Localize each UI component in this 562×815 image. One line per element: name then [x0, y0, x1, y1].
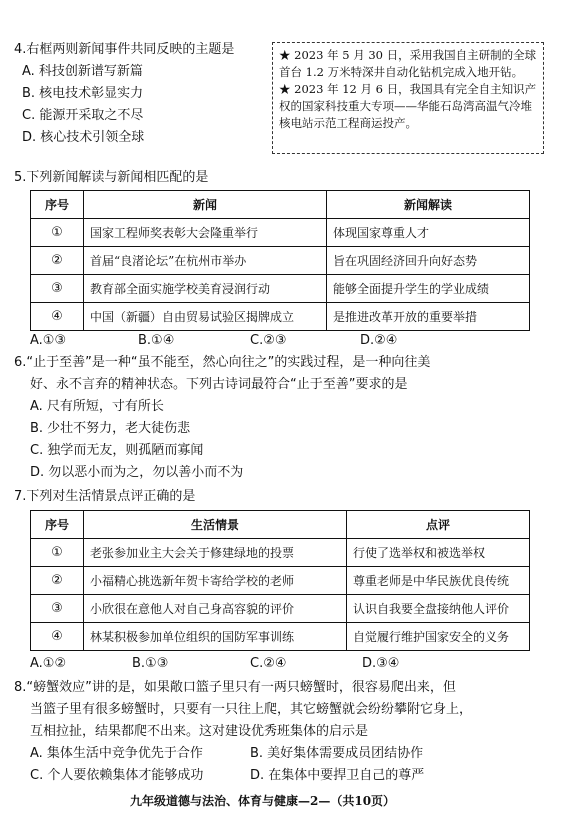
q7-option-d: D.③④: [362, 656, 400, 671]
q6-stem-line: 6.“止于至善”是一种“虽不能至，然心向往之”的实践过程，是一种向往美: [14, 355, 431, 370]
q7-stem: 7.下列对生活情景点评正确的是: [14, 489, 196, 504]
q5-stem: 5.下列新闻解读与新闻相匹配的是: [14, 170, 209, 185]
table-header-row: [31, 191, 530, 219]
table-header-row: [31, 511, 530, 539]
q4-option-b: B. 核电技术彰显实力: [22, 86, 144, 101]
q8-stem-line: 互相拉扯，结果都爬不出来。这对建设优秀班集体的启示是: [30, 724, 369, 739]
q5-option-b: B.①④: [138, 333, 175, 348]
q5-table: [30, 190, 530, 331]
q7-option-b: B.①③: [132, 656, 169, 671]
q7-option-c: C.②④: [250, 656, 287, 671]
q6-option-d: D. 勿以恶小而为之，勿以善小而不为: [30, 465, 244, 480]
table-row: [31, 219, 530, 247]
q4-stem: 4.右框两则新闻事件共同反映的主题是: [14, 42, 235, 57]
table-cell: 能够全面提升学生的学业成绩: [327, 275, 530, 303]
table-row: [31, 247, 530, 275]
table-cell: 小欣很在意他人对自己身高容貌的评价: [84, 595, 347, 623]
q8-option-a: A. 集体生活中竞争优先于合作: [30, 746, 203, 761]
table-cell: ①: [31, 219, 84, 247]
q8-stem-line: 当篮子里有很多螃蟹时，只要有一只往上爬，其它螃蟹就会纷纷攀附它身上，: [30, 702, 473, 717]
table-row: [31, 539, 530, 567]
q5-option-d: D.②④: [360, 333, 398, 348]
table-cell: 首届“良渚论坛”在杭州市举办: [84, 247, 327, 275]
table-row: [31, 595, 530, 623]
q8-stem-line: 8.“螃蟹效应”讲的是，如果敞口篮子里只有一两只螃蟹时，很容易爬出来，但: [14, 680, 456, 695]
table-header: 新闻: [84, 191, 327, 219]
q7-table: [30, 510, 530, 651]
q6-option-b: B. 少壮不努力，老大徒伤悲: [30, 421, 191, 436]
q6-stem-line: 好、永不言弃的精神状态。下列古诗词最符合“止于至善”要求的是: [30, 377, 408, 392]
table-cell: 自觉履行维护国家安全的义务: [347, 623, 530, 651]
table-row: [31, 567, 530, 595]
q5-option-c: C.②③: [250, 333, 287, 348]
table-cell: ④: [31, 303, 84, 331]
table-cell: ③: [31, 275, 84, 303]
table-cell: ②: [31, 567, 84, 595]
table-header: 新闻解读: [327, 191, 530, 219]
table-cell: 尊重老师是中华民族优良传统: [347, 567, 530, 595]
q6-option-a: A. 尺有所短，寸有所长: [30, 399, 164, 414]
q4-option-a: A. 科技创新谱写新篇: [22, 64, 143, 79]
table-cell: 老张参加业主大会关于修建绿地的投票: [84, 539, 347, 567]
table-cell: ①: [31, 539, 84, 567]
table-cell: ④: [31, 623, 84, 651]
table-cell: 是推进改革开放的重要举措: [327, 303, 530, 331]
q8-option-d: D. 在集体中要捍卫自己的尊严: [250, 768, 425, 783]
q4-news-box: [272, 42, 544, 154]
q4-news-item: ★ 2023 年 5 月 30 日，采用我国自主研制的全球首台 1.2 万米特深井自动化钻机完成入地开钻。: [279, 48, 537, 79]
table-cell: 认识自我要全盘接纳他人评价: [347, 595, 530, 623]
q4-news-item: ★ 2023 年 12 月 6 日，我国具有完全自主知识产权的国家科技重大专项——华能石岛湾高温气冷堆核电站示范工程商运投产。: [279, 82, 537, 130]
table-cell: 旨在巩固经济回升向好态势: [327, 247, 530, 275]
table-cell: 行使了选举权和被选举权: [347, 539, 530, 567]
table-cell: 教育部全面实施学校美育浸润行动: [84, 275, 327, 303]
table-row: [31, 303, 530, 331]
table-row: [31, 623, 530, 651]
q8-option-c: C. 个人要依赖集体才能够成功: [30, 768, 204, 783]
table-cell: 中国（新疆）自由贸易试验区揭牌成立: [84, 303, 327, 331]
table-cell: 林某积极参加单位组织的国防军事训练: [84, 623, 347, 651]
table-header: 序号: [31, 191, 84, 219]
table-row: [31, 275, 530, 303]
q6-option-c: C. 独学而无友，则孤陋而寡闻: [30, 443, 204, 458]
q5-option-a: A.①③: [30, 333, 67, 348]
table-cell: 国家工程师奖表彰大会隆重举行: [84, 219, 327, 247]
q7-option-a: A.①②: [30, 656, 67, 671]
table-cell: ③: [31, 595, 84, 623]
table-cell: ②: [31, 247, 84, 275]
table-header: 生活情景: [84, 511, 347, 539]
q4-option-c: C. 能源开采取之不尽: [22, 108, 144, 123]
table-cell: 小福精心挑选新年贺卡寄给学校的老师: [84, 567, 347, 595]
q8-option-b: B. 美好集体需要成员团结协作: [250, 746, 424, 761]
q4-option-d: D. 核心技术引领全球: [22, 130, 145, 145]
page-footer: 九年级道德与法治、体育与健康—2—（共10页）: [130, 794, 396, 808]
table-header: 序号: [31, 511, 84, 539]
table-cell: 体现国家尊重人才: [327, 219, 530, 247]
table-header: 点评: [347, 511, 530, 539]
